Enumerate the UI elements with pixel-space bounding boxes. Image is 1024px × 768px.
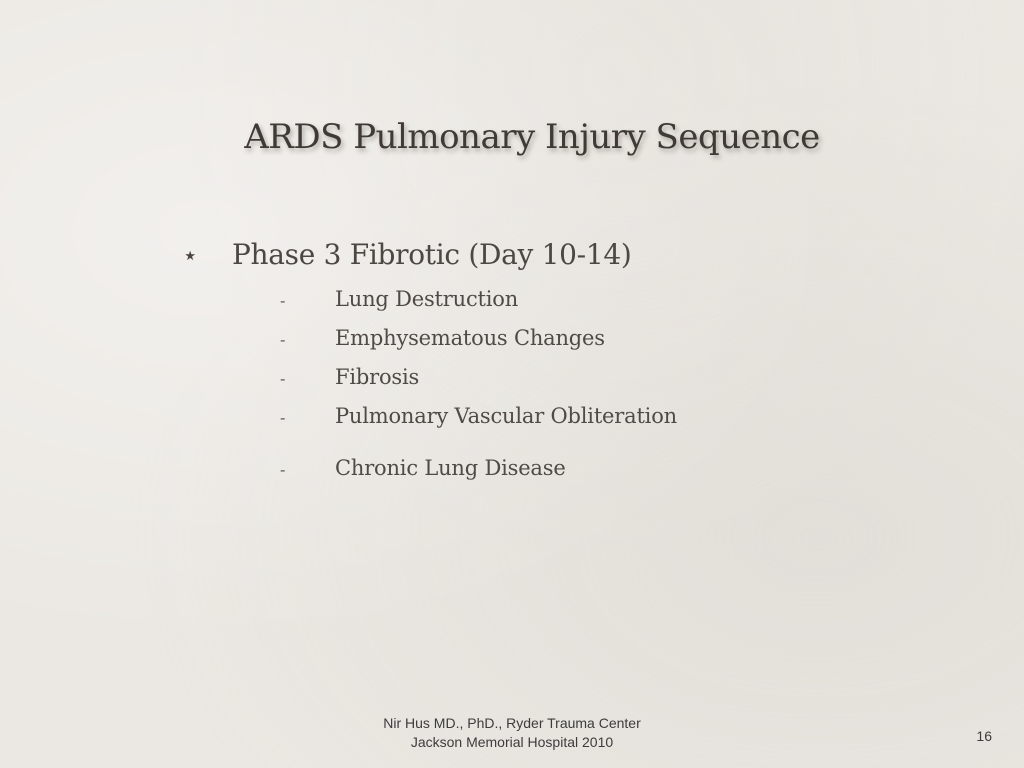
dash-icon: -	[280, 369, 286, 388]
sub-item-pulmonary-vascular-obliteration	[280, 404, 677, 428]
star-icon: ⋆	[182, 241, 199, 271]
sub-item-text: Emphysematous Changes	[335, 326, 605, 350]
footer-line-author: Nir Hus MD., PhD., Ryder Trauma Center	[383, 715, 641, 731]
sub-item-text: Fibrosis	[335, 365, 420, 389]
sub-item-text: Lung Destruction	[335, 287, 519, 311]
dash-icon: -	[280, 408, 286, 427]
sub-item-text: Chronic Lung Disease	[335, 456, 566, 480]
sub-item-lung-destruction	[280, 287, 518, 311]
dash-icon: -	[280, 460, 286, 479]
main-bullet-text: Phase 3 Fibrotic (Day 10-14)	[232, 238, 632, 271]
footer-line-institution: Jackson Memorial Hospital 2010	[410, 734, 614, 750]
slide-title: ARDS Pulmonary Injury Sequence	[244, 117, 820, 157]
sub-item-fibrosis	[280, 365, 419, 389]
slide-footer	[330, 714, 694, 752]
sub-item-emphysematous-changes	[280, 326, 605, 350]
slide-number: 16	[976, 728, 992, 744]
sub-item-chronic-lung-disease	[280, 456, 566, 480]
sub-item-text: Pulmonary Vascular Obliteration	[335, 404, 677, 428]
dash-icon: -	[280, 330, 286, 349]
main-bullet	[182, 238, 632, 271]
dash-icon: -	[280, 291, 286, 310]
